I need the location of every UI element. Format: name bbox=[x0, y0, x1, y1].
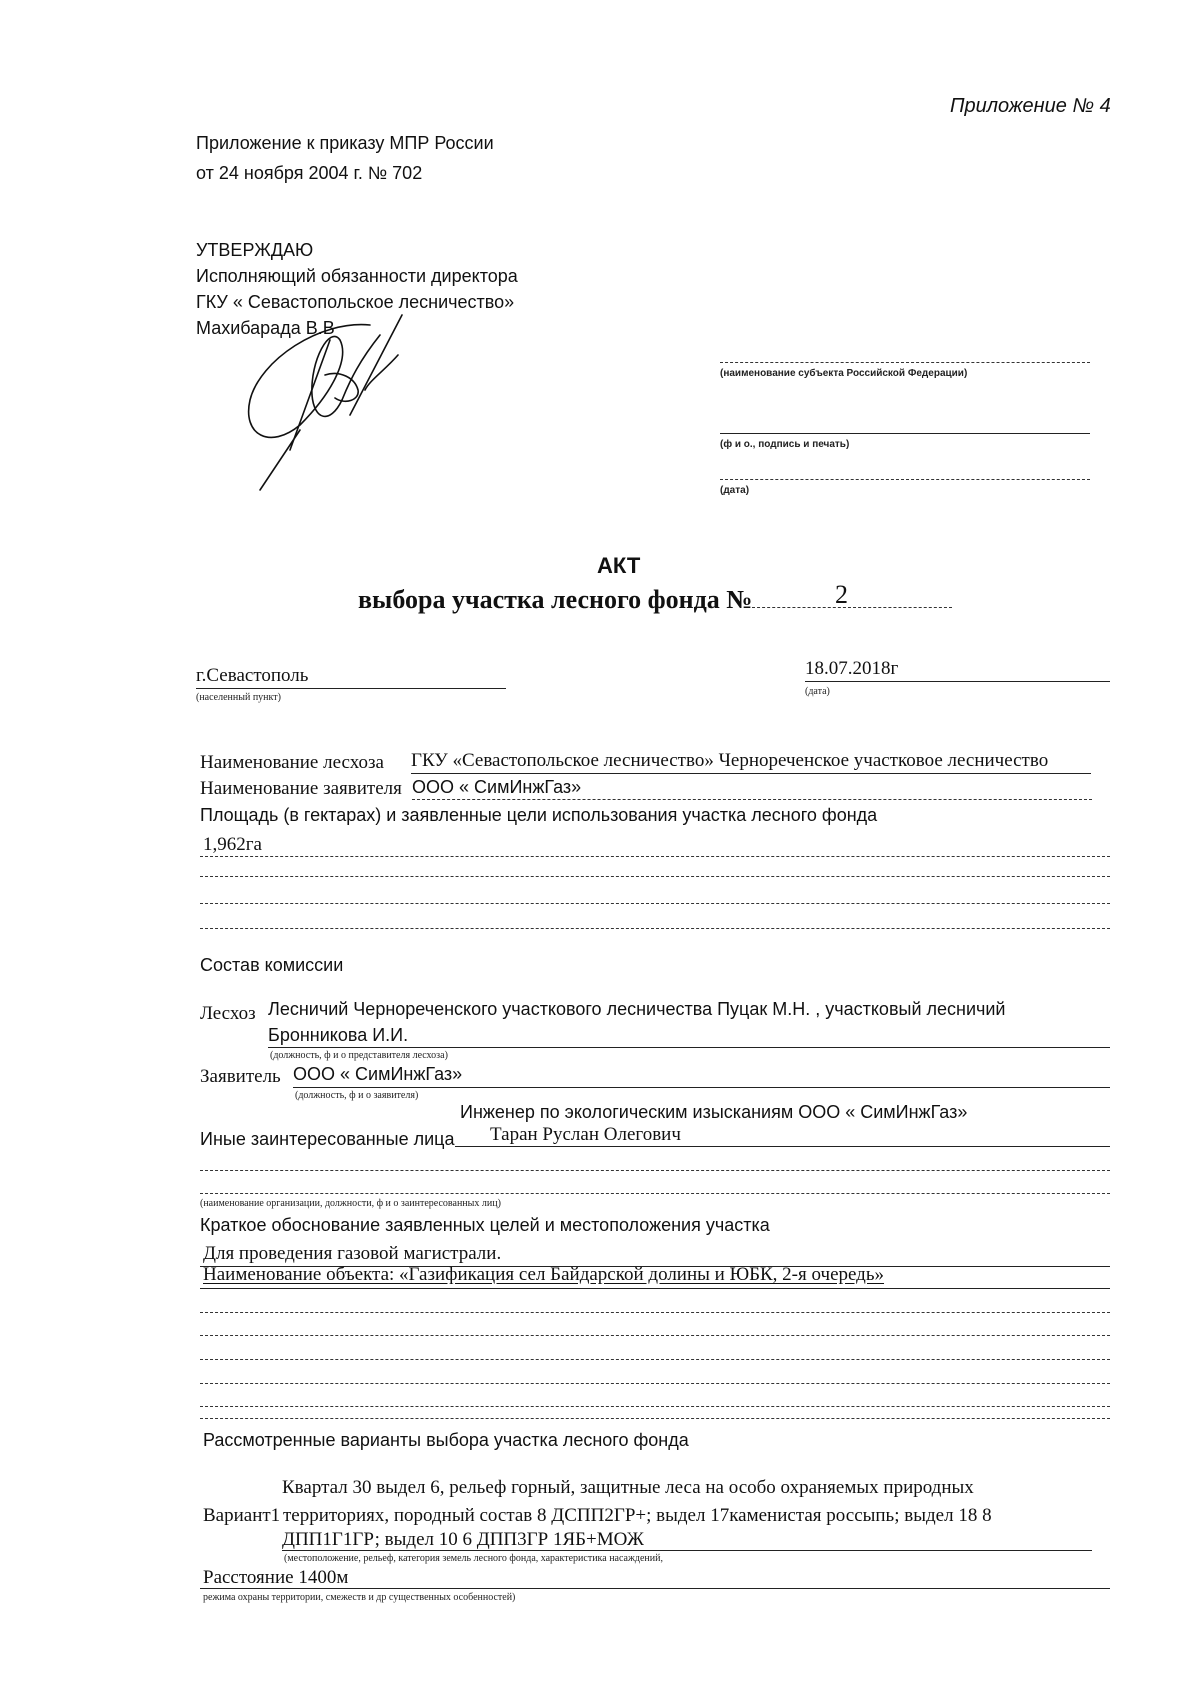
doc-number: 2 bbox=[835, 580, 848, 609]
approve-word: УТВЕРЖДАЮ bbox=[196, 240, 314, 260]
commission-forestry-caption: (должность, ф и о представителя лесхоза) bbox=[270, 1050, 448, 1061]
others-position: Инженер по экологическим изысканиям ООО « СимИнжГаз» bbox=[460, 1102, 968, 1122]
others-value: Таран Руслан Олегович bbox=[490, 1124, 681, 1145]
area-value: 1,962га bbox=[203, 834, 262, 855]
variant-line1: Квартал 30 выдел 6, рельеф горный, защитные леса на особо охраняемых природных bbox=[282, 1477, 974, 1498]
justification-line2: Наименование объекта: «Газификация сел Байдарской долины и ЮБК, 2-я очередь» bbox=[203, 1264, 885, 1285]
approver-org: ГКУ « Севастопольское лесничество» bbox=[196, 292, 515, 312]
others-label: Иные заинтересованные лица bbox=[200, 1129, 455, 1149]
variant-caption1: (местоположение, рельеф, категория земель лесного фонда, характеристика насаждений, bbox=[284, 1553, 663, 1564]
commission-applicant-caption: (должность, ф и о заявителя) bbox=[295, 1090, 419, 1101]
commission-applicant-value: ООО « СимИнжГаз» bbox=[293, 1064, 463, 1084]
commission-forestry-line1: Лесничий Чернореченского участкового лесничества Пуцак М.Н. , участковый лесничий bbox=[268, 999, 1006, 1019]
variant-distance: Расстояние 1400м bbox=[203, 1567, 349, 1588]
others-caption: (наименование организации, должности, ф и о заинтересованных лиц) bbox=[200, 1198, 501, 1209]
variant-line2: территориях, породный состав 8 ДСПП2ГР+; выдел 17каменистая россыпь; выдел 18 8 bbox=[283, 1505, 992, 1526]
approver-position: Исполняющий обязанности директора bbox=[196, 266, 518, 286]
order-ref-line2: от 24 ноября 2004 г. № 702 bbox=[196, 163, 423, 183]
subject-caption: (наименование субъекта Российской Федерации) bbox=[720, 368, 968, 379]
commission-applicant-label: Заявитель bbox=[200, 1066, 281, 1087]
date-value: 18.07.2018г bbox=[805, 658, 899, 679]
fio-caption: (ф и о., подпись и печать) bbox=[720, 439, 850, 450]
place-value: г.Севастополь bbox=[196, 665, 309, 686]
date-caption: (дата) bbox=[805, 686, 830, 697]
forestry-value: ГКУ «Севастопольское лесничество» Чернореченское участковое лесничество bbox=[411, 750, 1049, 771]
commission-forestry-line2: Бронникова И.И. bbox=[268, 1025, 409, 1045]
commission-heading: Состав комиссии bbox=[200, 955, 344, 975]
applicant-label: Наименование заявителя bbox=[200, 778, 402, 799]
area-label: Площадь (в гектарах) и заявленные цели использования участка лесного фонда bbox=[200, 805, 878, 825]
variant-label: Вариант1 bbox=[203, 1505, 281, 1526]
justification-line1: Для проведения газовой магистрали. bbox=[203, 1243, 502, 1264]
forestry-label: Наименование лесхоза bbox=[200, 752, 384, 773]
place-caption: (населенный пункт) bbox=[196, 692, 281, 703]
doc-subtitle: выбора участка лесного фонда № bbox=[358, 585, 753, 614]
date-caption-right: (дата) bbox=[720, 485, 750, 496]
justification-heading: Краткое обоснование заявленных целей и местоположения участка bbox=[200, 1215, 770, 1235]
variant-caption2: режима охраны территории, смежеств и др существенных особенностей) bbox=[203, 1592, 516, 1603]
doc-title: АКТ bbox=[597, 553, 641, 578]
approver-name: Махибарада В.В bbox=[196, 318, 335, 338]
variant-line3: ДПП1Г1ГР; выдел 10 6 ДПП3ГР 1ЯБ+МОЖ bbox=[282, 1529, 644, 1550]
commission-forestry-label: Лесхоз bbox=[200, 1003, 256, 1024]
signature bbox=[230, 300, 440, 500]
variants-heading: Рассмотренные варианты выбора участка лесного фонда bbox=[203, 1430, 689, 1450]
order-ref-line1: Приложение к приказу МПР России bbox=[196, 133, 494, 153]
appendix-label: Приложение № 4 bbox=[950, 95, 1111, 117]
applicant-value: ООО « СимИнжГаз» bbox=[412, 777, 582, 797]
